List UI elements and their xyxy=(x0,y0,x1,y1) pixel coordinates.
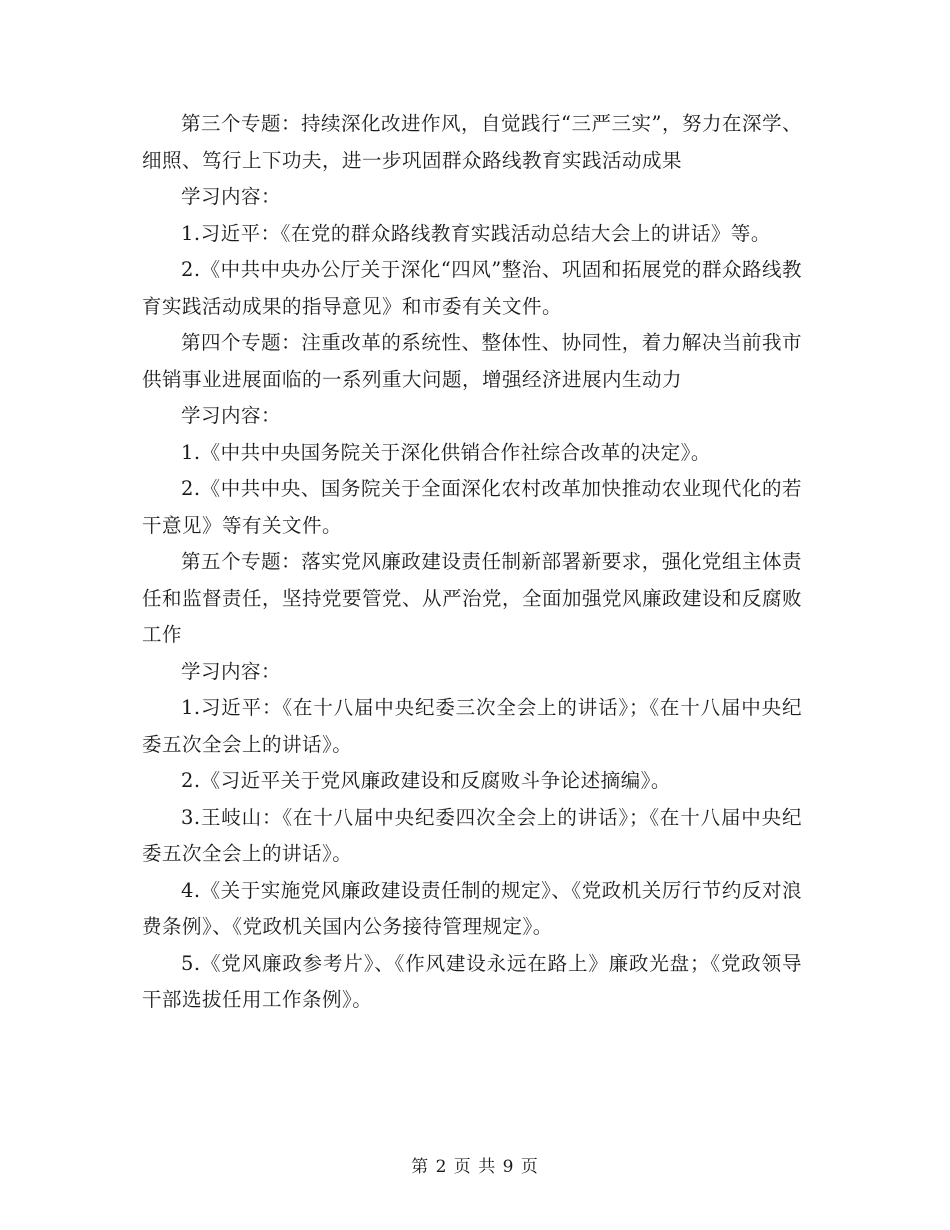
section-4-study-label: 学习内容： xyxy=(181,404,282,427)
document-body xyxy=(142,106,802,1019)
section-4-heading: 第四个专题：注重改革的系统性、整体性、协同性，着力解决当前我市供销事业进展面临的一系列重大问题，增强经济进展内生动力 xyxy=(142,331,802,391)
section-5-study-label: 学习内容： xyxy=(181,659,282,683)
section-3-item-2: 2.《中共中央办公厅关于深化“四风”整治、巩固和拓展党的群众路线教育实践活动成果的指导意见》和市委有关文件。 xyxy=(142,258,802,318)
section-3-study-label: 学习内容： xyxy=(181,185,282,208)
section-5-item-4: 4.《关于实施党风廉政建设责任制的规定》、《党政机关厉行节约反对浪费条例》、《党政机关国内公务接待管理规定》。 xyxy=(142,878,802,938)
section-3-heading: 第三个专题：持续深化改进作风，自觉践行“三严三实”，努力在深学、细照、笃行上下功夫，进一步巩固群众路线教育实践活动成果 xyxy=(142,112,802,172)
section-5-item-1: 1.习近平：《在十八届中央纪委三次全会上的讲话》；《在十八届中央纪委五次全会上的讲话》。 xyxy=(142,696,802,756)
section-5-item-5: 5.《党风廉政参考片》、《作风建设永远在路上》廉政光盘；《党政领导干部选拔任用工作条例》。 xyxy=(142,951,802,1011)
section-5-item-3: 3.王岐山：《在十八届中央纪委四次全会上的讲话》；《在十八届中央纪委五次全会上的讲话》。 xyxy=(142,805,802,865)
section-3-item-1: 1.习近平：《在党的群众路线教育实践活动总结大会上的讲话》等。 xyxy=(181,221,771,245)
section-4-item-1: 1.《中共中央国务院关于深化供销合作社综合改革的决定》。 xyxy=(181,440,711,464)
section-5-heading: 第五个专题：落实党风廉政建设责任制新部署新要求，强化党组主体责任和监督责任，坚持党要管党、从严治党，全面加强党风廉政建设和反腐败工作 xyxy=(142,550,803,646)
section-5-item-2: 2.《习近平关于党风廉政建设和反腐败斗争论述摘编》。 xyxy=(181,769,671,792)
section-4-item-2: 2.《中共中央、国务院关于全面深化农村改革加快推动农业现代化的若干意见》等有关文件。 xyxy=(142,477,802,537)
page-number: 第 2 页 共 9 页 xyxy=(411,1157,539,1177)
